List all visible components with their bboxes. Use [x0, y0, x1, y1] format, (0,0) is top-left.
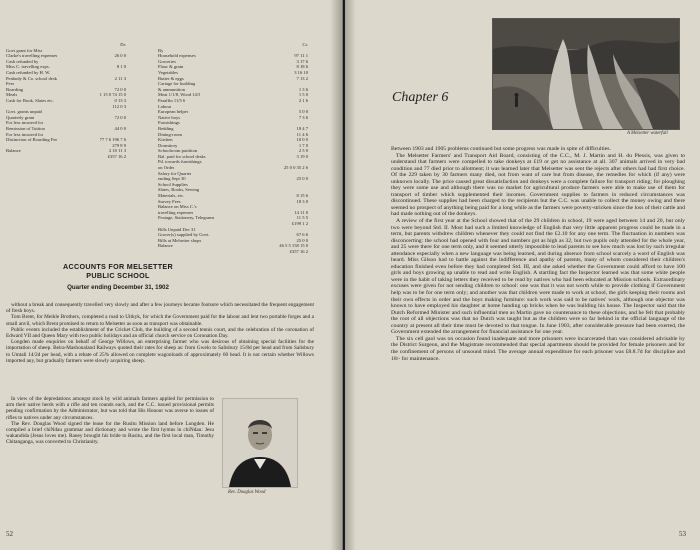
- ledger-row-label: Paraffin 11/5 6: [158, 97, 186, 103]
- ledger-row-label: Cash for Book, Slates etc.: [6, 97, 54, 103]
- ledger-row-label: Furnishings: [158, 120, 180, 126]
- ledger-row-label: Peabody & Co. school desk: [6, 75, 57, 81]
- left-body-top: [6, 302, 314, 364]
- ledger-credit-header: Cr.: [302, 42, 308, 47]
- page-number-right: 53: [679, 530, 686, 538]
- ledger-row-label: Remission of Tuition: [6, 125, 45, 131]
- ledger-row-amount: 112 0 3: [112, 103, 126, 109]
- paragraph: In view of the depredations amongst stock by wild animals farmers applied for permission to arm their native herds with a rifle and ten rounds each, and the C.C. issued provisional permits pending confirmation by the Administrator, but was told that His Honour was averse to issues of rifles to natives under any circumstances.: [6, 396, 214, 421]
- ledger-row-amount: 3 19 0: [296, 153, 308, 159]
- ledger-row-label: For less incurred for: [6, 120, 44, 126]
- ledger-row-amount: £357 16 2: [107, 153, 126, 159]
- ledger-row-label: Labour: [158, 103, 172, 109]
- ledger-row-amount: 7 3 6: [298, 114, 308, 120]
- ledger-row-label: Quarterly grant: [6, 114, 35, 120]
- ledger-row-amount: 11 5 5: [296, 215, 308, 221]
- ledger-row: [6, 154, 126, 160]
- ledger-row-amount: 11 4 6: [296, 131, 308, 137]
- ledger-row-label: Survey Fees: [158, 198, 181, 204]
- ledger-credit-rows: [158, 48, 308, 255]
- paragraph: Longden made enquiries on behalf of George Willows, an enterprising farmer who was desirous of obtaining special facilities for the importation of sheep. Beira-Mashonaland Railways quoted their rates for sheep as: from Gwelo to Salisbury 15/8d per head and from Salisbury to Umtali 14/2d per head, with a rebate of 25% allowed on complete wagonloads of approximately 60 head. It is not certain whether Willows imported any, but gradually farmers were slowly acquiring sheep.: [6, 339, 314, 364]
- ledger-row-label: Materials, etc.: [158, 193, 185, 199]
- right-body: [391, 146, 685, 362]
- ledger-row-label: Groceries: [158, 58, 176, 64]
- ledger-row-amount: 14 11 0: [294, 209, 308, 215]
- paragraph: A review of the first year at the School showed that of the 29 children in school, 19 were aged between 14 and 20, but only two were beyond Std. II. Most had such a limited knowledge of English that very little apparent progress could be made in a term, but parents withdrew children whenever they could not find the £2.10 for any one term. The fluctuation in numbers was disconcerting: the school had opened with four and numbers got as high as 32, but two pupils only attended for the whole year, and 25 were there for one term only, and it seemed utterly impossible to lead parents to see how much was lost by such irregular attendance especially when a new language was being learned, and during absence from school scarcely a word of English was heard. Miss Gilson had to battle against the indifference and apathy of parents, many of whom considered their children's education finished even before they had completed Std. III, and she asked whether the Government could afford to have 100 girls and boys growing up unable to read and write English. A startling fact the Inspector learned was that some white people were in the habit of taking letters they received to be read by natives who had been educated at Mission schools. Extraordinary excuses were given for not sending children to school: one was that it was not worth while to provide clothing if Government help was to be for one term only; and another was that children were made to work at school, the girls keeping their rooms and their own effects in order and the boys making furniture: such work was said to be natives' work, although one objector was known to have employed his daughter at home handing up bricks when he was building his house. The Inspector said that the Dutch Reformed Minister and such influential men as Martin gave no countenance to these objections, and he felt that probably the root of all objections was that no Dutch was taught but as the children were so far behind in the official language of the country at present all their time must be devoted to that tongue. In June 1903, after considerable pressure had been exerted, the Government extended the arrangement for financial assistance for one year.: [391, 218, 685, 336]
- ledger-row-label: Slates, Books, Sewing: [158, 187, 200, 193]
- ledger-row-amount: 1 5 0: [298, 92, 308, 98]
- ledger-row-label: Miss C. travelling exps.: [6, 64, 50, 70]
- ledger-row-label: Fees: [6, 81, 15, 87]
- ledger-row-label: Bal. paid for school desks: [158, 153, 206, 159]
- ledger-row-label: Salary for Quarter: [158, 170, 192, 176]
- ledger-row-label: School Supplies: [158, 181, 188, 187]
- ledger-row-label: Butter & eggs: [158, 75, 184, 81]
- ledger-row-amount: 8 18 6: [296, 64, 308, 70]
- ledger-row-label: ending Sept 30: [158, 176, 186, 182]
- ledger-row-label: Schoolroom partition: [158, 148, 198, 154]
- ledger-row-label: Cash refunded by H. W.: [6, 69, 51, 75]
- ledger-row-amount: 7 13 2: [296, 75, 308, 81]
- portrait-caption: Rev. Douglas Wood: [228, 490, 266, 495]
- ledger-row: [158, 249, 308, 255]
- ledger-debit: [6, 42, 126, 159]
- paragraph: Tom Brent, for Meikle Brothers, completed a road to Uitkyk, for which the Government paid for the labour and lent two portable forges and a small anvil, which Brent promised to return to Melsetter as soon as transport was obtainable.: [6, 314, 314, 327]
- ledger-row-amount: 2 1 6: [298, 97, 308, 103]
- waterfall-photo: [492, 18, 680, 130]
- accounts-title: ACCOUNTS FOR MELSETTER PUBLIC SCHOOL: [62, 262, 174, 280]
- ledger-row-label: Vegetables: [158, 69, 178, 75]
- ledger-row-label: Balance on Miss C.'s: [158, 204, 197, 210]
- photo-caption: A Melsetter waterfall: [627, 131, 668, 136]
- ledger-row-amount: 72 0 0: [114, 114, 126, 120]
- chapter-title: Chapter 6: [392, 90, 449, 105]
- ledger-row-label: European helper: [158, 109, 189, 115]
- ledger-row-label: Postage, Stationery, Telegrams: [158, 215, 215, 221]
- ledger-debit-rows: [6, 48, 126, 160]
- ledger-row-label: Kitchen: [158, 137, 173, 143]
- ledger-row-amount: 2 5 0: [298, 148, 308, 154]
- ledger-row-label: Cartage for building: [158, 81, 196, 87]
- ledger-row-label: By: [158, 47, 164, 53]
- ledger-row-amount: 2 10 11 3: [108, 148, 126, 154]
- ledger-row-label: on Order: [158, 165, 175, 171]
- ledger-row-amount: 279 8 9: [112, 142, 126, 148]
- ledger-row-amount: 3 17 6: [296, 58, 308, 64]
- ledger-row-label: Dormitory: [158, 142, 178, 148]
- ledger-row-amount: 25 0 0 35 2 6: [283, 165, 308, 171]
- page-number-left: 52: [6, 530, 13, 538]
- ledger-row-amount: 0 13 3: [114, 97, 126, 103]
- paragraph: Public events included the establishment of the Cricket Club, the building of a second tennis court, and the celebration of the coronation of Edward VII and Queen Mary with two public holidays and an official church service on Coronation Day.: [6, 326, 314, 340]
- ledger-row-label: Flour & grain: [158, 64, 184, 70]
- ledger-row-label: Bills Unpaid Dec 31: [158, 226, 196, 232]
- ledger-debit-header: Dr.: [120, 42, 126, 47]
- ledger-row-amount: 97 11 1: [294, 53, 308, 59]
- ledger-row-label: & ammunition: [158, 86, 185, 92]
- ledger-row-amount: 8 1 0: [116, 64, 126, 70]
- ledger-row-amount: 5 0 0: [298, 109, 308, 115]
- ledger-row-amount: 18 3 0: [296, 198, 308, 204]
- ledger-row-label: Balance: [158, 243, 173, 249]
- ledger-credit: [158, 42, 308, 255]
- paragraph: The six cell gaol was on occasion found inadequate and more prisoners were incarcerated than was considered advisable by the District Surgeon, and the Magistrate recommended that special apartments should be provided for female prisoners and for the confinement of persons of unsound mind. The average annual expenditure for each prisoner was £8.8.7d for discipline and 18/- for maintenance.: [391, 335, 685, 362]
- ledger-row-amount: 18 4 7: [296, 125, 308, 131]
- ledger-row-amount: 1 3 6: [298, 86, 308, 92]
- ledger-row-label: Grocer(s) supplied by Govt.: [158, 232, 210, 238]
- ledger-row-amount: 8 15 6: [296, 193, 308, 199]
- ledger-row-label: Balance: [6, 148, 21, 154]
- paragraph: The Rev. Douglas Wood signed the lease for the Rusitu Mission land before Longden. He compiled a brief chiNdau grammar and dictionary and wrote the first hymns in chiNdau: Jesu wakandida (Jesus loves me). Raney brought his bride to Rusitu, and the first local man, Timothy Chitanganga, was converted to Christianity.: [6, 420, 214, 446]
- ledger-row-amount: 2 11 3: [114, 75, 126, 81]
- ledger-row-label: For less incurred for: [6, 131, 44, 137]
- ledger-row-amount: 44 0 0: [114, 125, 126, 131]
- ledger-row-amount: 77 7 6 196 7 6: [99, 137, 126, 143]
- ledger-row-label: Govt. grants unpaid: [6, 109, 43, 115]
- ledger-row-label: Distinction of Boarding Fee: [6, 137, 58, 143]
- ledger-row-label: Govt grant for Miss: [6, 47, 43, 53]
- ledger-row-label: Bills at Melsetter shops: [158, 237, 202, 243]
- ledger-row-amount: £199 1 2: [291, 221, 308, 226]
- paragraph: The Melsetter Farmers' and Transport Aid Board, consisting of the C.C., M. J. Martin and H. du Plessis, was given to understand that farmers were compelled to take donkeys at £19 or get no assistance at all. 307 animals arrived in very bad condition and 77 died prior to allotment; it was learned later that Melsetter was sent the rejects after others had had first choice. Of the 229 taken by 30 farmers many died, not from want of care but from disease, the remedies for which (if any) were unknown locally. The price caused great dissatisfaction and donkeys were a complete failure for transport riding; for ploughing they were some use and although there was no market for agricultural produce farmers were able to make use of them for transport of timber which supplemented their incomes. Government supplies to farmers in reduced circumstances was discontinued. These supplies had been charged to the recipients but the C.C. was unable to collect the money owing and there seemed no prospect of anything being paid for a long while as the farmers were poverty-stricken since the loss of their cattle and had made nothing out of the donkeys.: [391, 152, 685, 218]
- left-page: [0, 0, 343, 550]
- ledger-row-amount: 25 0 0: [296, 237, 308, 243]
- ledger-row-label: Boarding: [6, 86, 24, 92]
- ledger-row-amount: 67 6 6: [296, 232, 308, 238]
- ledger-row-amount: 1 15 0 74 15 0: [99, 92, 126, 98]
- ledger-row-label: Household expenses: [158, 53, 196, 59]
- ledger-row-label: Clarke's travelling expenses: [6, 53, 58, 59]
- ledger-row-amount: 26 0 0: [114, 53, 126, 59]
- ledger-row-label: Dining-room: [158, 131, 182, 137]
- accounts-title-block: [48, 262, 188, 291]
- ledger-row-label: Cash refunded by: [6, 58, 39, 64]
- ledger-row-amount: 25 0 0: [296, 176, 308, 182]
- ledger-row-label: Pd. towards furnishings: [158, 159, 202, 165]
- ledger-row-label: Bedding: [158, 125, 174, 131]
- ledger-row-amount: 1 7 0: [298, 142, 308, 148]
- right-page: [345, 0, 700, 550]
- ledger-row-amount: £357 16 2: [289, 248, 308, 254]
- ledger-row-amount: 10 0 0: [296, 137, 308, 143]
- portrait-photo: [222, 398, 298, 488]
- ledger-row-amount: 3 16 10: [294, 69, 308, 75]
- ledger-row-label: Meals: [6, 92, 18, 98]
- ledger-row-label: travelling expenses: [158, 209, 194, 215]
- ledger-row-amount: 46 5 5 158 15 0: [279, 243, 308, 249]
- ledger-row-amount: 72 0 0: [114, 86, 126, 92]
- accounts-subtitle: Quarter ending December 31, 1902: [67, 284, 169, 291]
- paragraph: without a break and consequently travelled very slowly and after a few journeys became footsore which necessitated the frequent engagement of fresh boys.: [6, 302, 314, 315]
- paragraph: Between 1903 and 1905 problems continued but some progress was made in spite of difficulties.: [391, 146, 611, 152]
- left-body-bottom: [6, 396, 214, 446]
- ledger-row-label: Native boys: [158, 114, 181, 120]
- ledger-row-label: Meat 1/1/8, Wood 14/3: [158, 92, 201, 98]
